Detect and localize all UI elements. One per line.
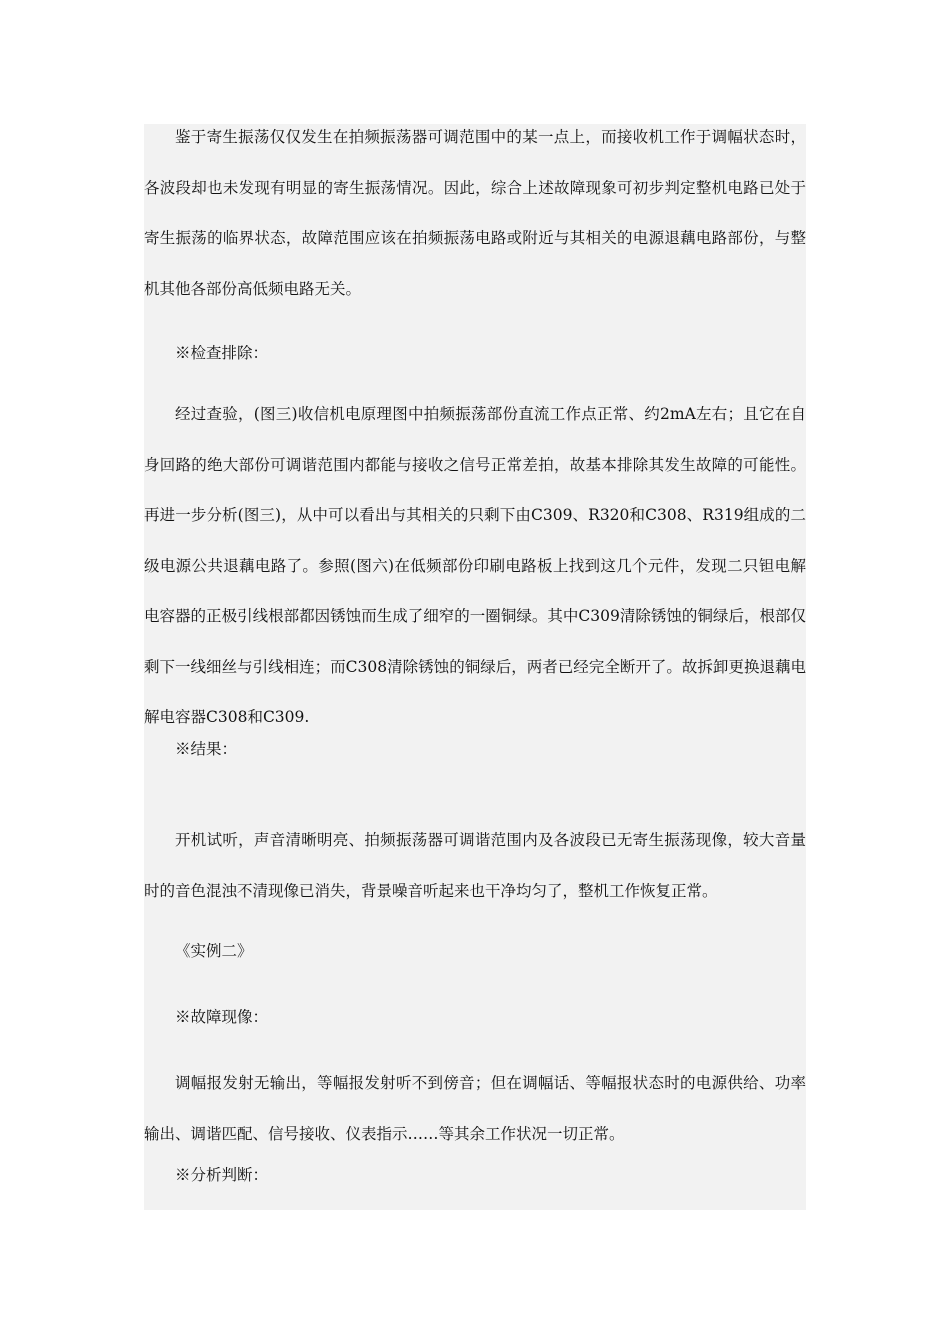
heading-inspection: ※检查排除： bbox=[175, 344, 269, 362]
heading-example-two: 《实例二》 bbox=[175, 942, 253, 960]
paragraph-inspection-details: 经过查验，(图三)收信机电原理图中拍频振荡部份直流工作点正常、约2mA左右；且它在自身回路的绝大部份可调谐范围内都能与接收之信号正常差拍，故基本排除其发生故障的可能性。再进一步分析(图三)，从中可以看出与其相关的只剩下由C309、R320和C308、R319组成的二级电源公共退藕电路了。参照(图六)在低频部份印刷电路板上找到这几个元件，发现二只钽电解电容器的正极引线根部都因锈蚀而生成了细窄的一圈铜绿。其中C309清除锈蚀的铜绿后，根部仅剩下一线细丝与引线相连；而C308清除锈蚀的铜绿后，两者已经完全断开了。故拆卸更换退藕电解电容器C308和C309. bbox=[144, 405, 806, 726]
heading-analysis: ※分析判断： bbox=[175, 1166, 269, 1184]
heading-fault-symptom: ※故障现像： bbox=[175, 1008, 269, 1026]
heading-result: ※结果： bbox=[175, 740, 238, 758]
paragraph-analysis-conclusion: 鉴于寄生振荡仅仅发生在拍频振荡器可调范围中的某一点上，而接收机工作于调幅状态时，各波段却也未发现有明显的寄生振荡情况。因此，综合上述故障现象可初步判定整机电路已处于寄生振荡的临界状态，故障范围应该在拍频振荡电路或附近与其相关的电源退藕电路部份，与整机其他各部份高低频电路无关。 bbox=[144, 128, 806, 298]
paragraph-fault-symptom-details: 调幅报发射无输出，等幅报发射听不到傍音；但在调幅话、等幅报状态时的电源供给、功率输出、调谐匹配、信号接收、仪表指示……等其余工作状况一切正常。 bbox=[144, 1074, 806, 1143]
paragraph-result-details: 开机试听，声音清晰明亮、拍频振荡器可调谐范围内及各波段已无寄生振荡现像，较大音量时的音色混浊不清现像已消失，背景噪音听起来也干净均匀了，整机工作恢复正常。 bbox=[144, 831, 806, 900]
